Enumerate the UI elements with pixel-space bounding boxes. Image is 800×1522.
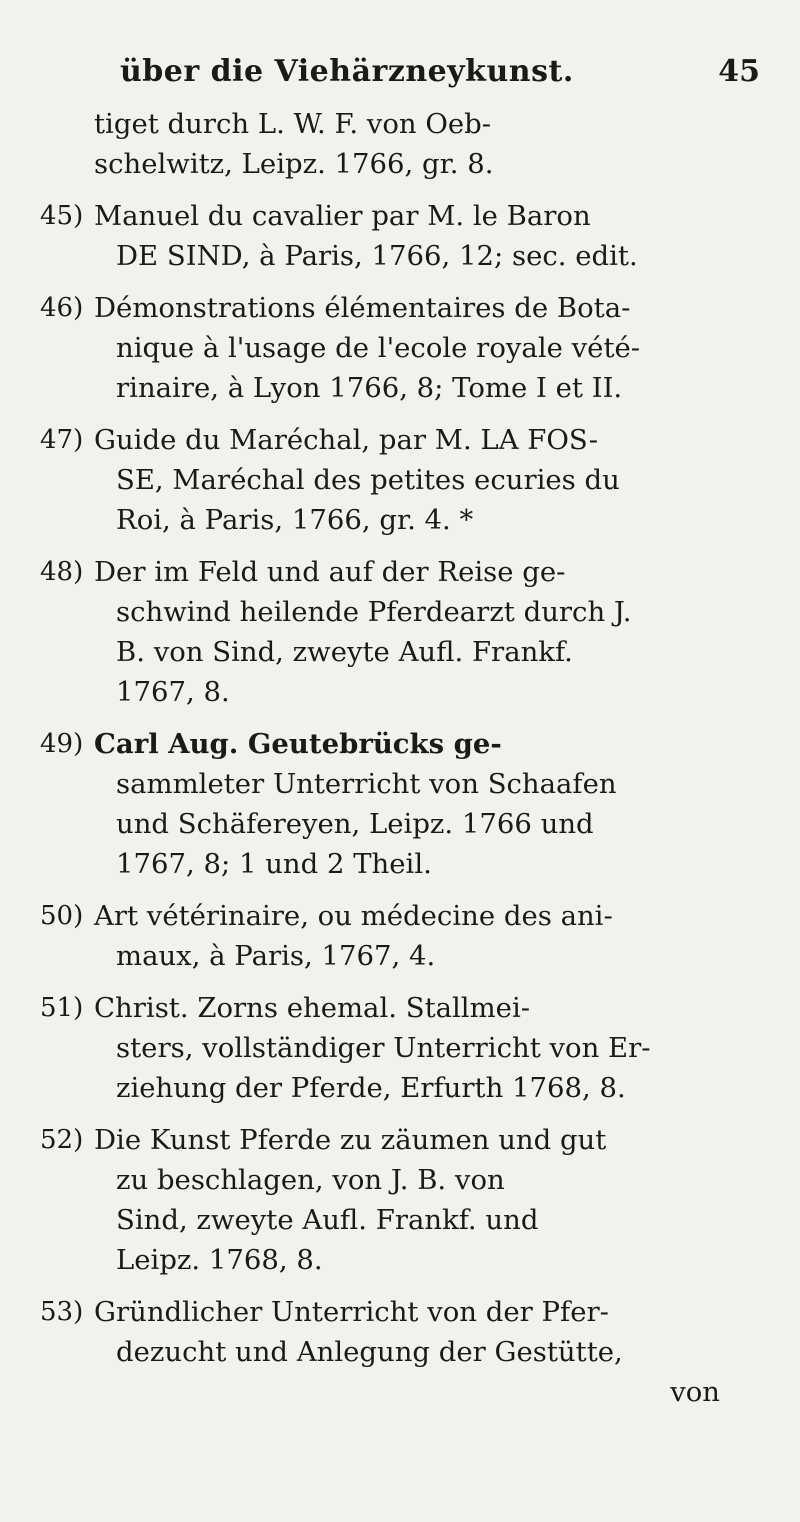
entry-line: dezucht und Anlegung der Gestütte, xyxy=(116,1336,623,1368)
entry-line: ziehung der Pferde, Erfurth 1768, 8. xyxy=(116,1072,626,1104)
entry-line: Carl Aug. Geutebrücks ge- xyxy=(94,728,502,760)
entry-line: rinaire, à Lyon 1766, 8; Tome I et II. xyxy=(116,372,623,404)
entry-line: DE SIND, à Paris, 1766, 12; sec. edit. xyxy=(116,240,638,272)
entry-number: 46) xyxy=(40,293,84,323)
entry-line: und Schäfereyen, Leipz. 1766 und xyxy=(116,808,594,840)
entry-line: Roi, à Paris, 1766, gr. 4. * xyxy=(116,504,474,536)
bibliography-entry-49 xyxy=(40,724,760,884)
entry-line: 1767, 8. xyxy=(116,676,230,708)
entry-line: SE, Maréchal des petites ecuries du xyxy=(116,464,620,496)
entry-line: von xyxy=(670,1376,720,1408)
entry-line: maux, à Paris, 1767, 4. xyxy=(116,940,436,972)
entry-number: 51) xyxy=(40,993,84,1023)
entry-number: 48) xyxy=(40,557,84,587)
bibliography-entry-50 xyxy=(40,896,760,976)
bibliography-entry-continued xyxy=(40,104,760,184)
entry-line: Der im Feld und auf der Reise ge- xyxy=(94,556,566,588)
bibliography-entry-47 xyxy=(40,420,760,540)
entry-line: Manuel du cavalier par M. le Baron xyxy=(94,200,591,232)
entry-line: sammleter Unterricht von Schaafen xyxy=(116,768,617,800)
entry-line: B. von Sind, zweyte Aufl. Frankf. xyxy=(116,636,573,668)
entry-line: Guide du Maréchal, par M. LA FOS- xyxy=(94,424,599,456)
entry-line: Christ. Zorns ehemal. Stallmei- xyxy=(94,992,531,1024)
entry-line: 1767, 8; 1 und 2 Theil. xyxy=(116,848,432,880)
entry-line: nique à l'usage de l'ecole royale vété- xyxy=(116,332,641,364)
entry-line: schelwitz, Leipz. 1766, gr. 8. xyxy=(94,148,494,180)
bibliography-entry-46 xyxy=(40,288,760,408)
entry-line: Sind, zweyte Aufl. Frankf. und xyxy=(116,1204,539,1236)
entry-number: 52) xyxy=(40,1125,84,1155)
entry-line: Démonstrations élémentaires de Bota- xyxy=(94,292,631,324)
bibliography-entry-52 xyxy=(40,1120,760,1280)
entry-number: 45) xyxy=(40,201,84,231)
entry-line: Die Kunst Pferde zu zäumen und gut xyxy=(94,1124,607,1156)
bibliography-list xyxy=(40,104,760,1424)
running-header xyxy=(120,54,760,104)
page-number: 45 xyxy=(718,54,760,89)
entry-line: sters, vollständiger Unterricht von Er- xyxy=(116,1032,651,1064)
entry-number: 49) xyxy=(40,729,84,759)
entry-line: Gründlicher Unterricht von der Pfer- xyxy=(94,1296,609,1328)
entry-line: tiget durch L. W. F. von Oeb- xyxy=(94,108,492,140)
entry-line: Art vétérinaire, ou médecine des ani- xyxy=(94,900,613,932)
entry-line: schwind heilende Pferdearzt durch J. xyxy=(116,596,632,628)
bibliography-entry-51 xyxy=(40,988,760,1108)
bibliography-entry-48 xyxy=(40,552,760,712)
bibliography-entry-45 xyxy=(40,196,760,276)
running-title: über die Viehärzneykunst. xyxy=(120,54,574,89)
entry-number: 47) xyxy=(40,425,84,455)
entry-number: 53) xyxy=(40,1297,84,1327)
entry-number: 50) xyxy=(40,901,84,931)
entry-line: zu beschlagen, von J. B. von xyxy=(116,1164,505,1196)
entry-line: Leipz. 1768, 8. xyxy=(116,1244,323,1276)
bibliography-entry-53 xyxy=(40,1292,760,1412)
